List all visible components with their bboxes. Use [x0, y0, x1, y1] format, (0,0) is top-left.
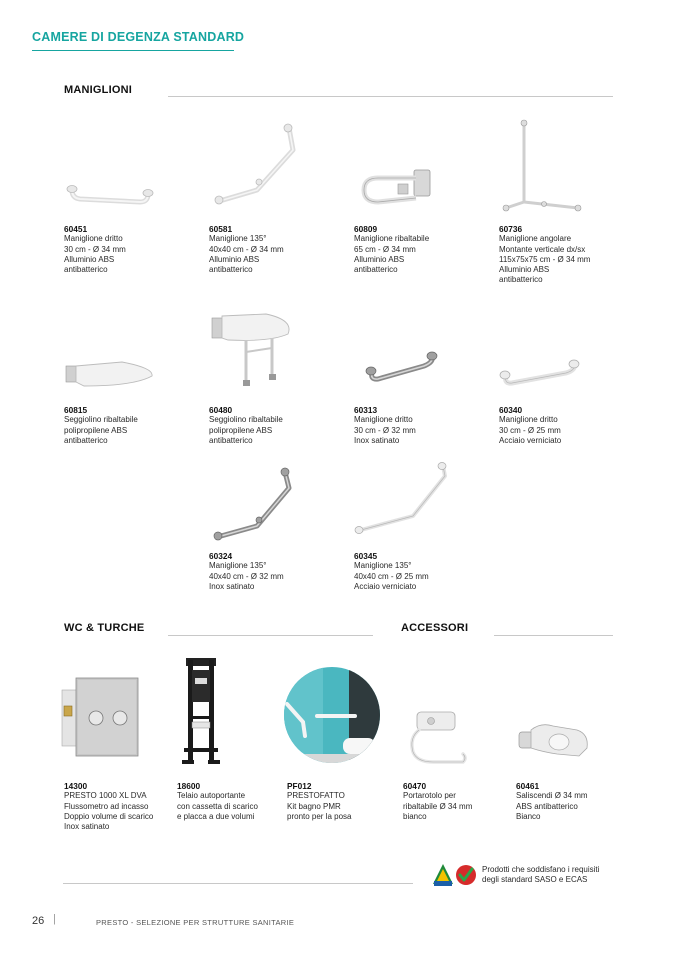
product-code: 60313: [354, 405, 378, 415]
product-desc: ABS antibatterico: [516, 801, 578, 811]
product-desc: Maniglione ribaltabile: [354, 234, 430, 244]
product-desc: antibatterico: [64, 435, 108, 445]
footer-text: PRESTO - SELEZIONE PER STRUTTURE SANITARIE: [96, 918, 295, 927]
product-desc: Alluminio ABS: [209, 254, 260, 264]
legend-line: Prodotti che soddisfano i requisiti: [482, 865, 600, 874]
product-60581: [209, 224, 344, 275]
product-60815: [64, 405, 199, 446]
product-PF012: [287, 781, 422, 822]
certification-legend: [482, 865, 599, 886]
product-desc: Bianco: [516, 811, 541, 821]
section-heading-wc: WC & TURCHE: [64, 622, 145, 634]
saso-logo-icon: [433, 864, 453, 886]
product-desc: Inox satinato: [64, 822, 110, 832]
product-60324: [209, 551, 344, 592]
footer-rule: [63, 883, 413, 884]
product-image-60313: [362, 348, 442, 388]
product-desc: Montante verticale dx/sx: [499, 244, 586, 254]
product-desc: 115x75x75 cm - Ø 34 mm: [499, 254, 591, 264]
product-code: 60340: [499, 405, 523, 415]
product-desc: Flussometro ad incasso: [64, 801, 149, 811]
product-desc: e placca a due volumi: [177, 811, 255, 821]
product-desc: Seggiolino ribaltabile: [209, 415, 283, 425]
product-desc: Alluminio ABS: [499, 265, 550, 275]
section-rule: [494, 635, 613, 636]
product-image-60451: [64, 180, 156, 210]
product-code: 60581: [209, 224, 233, 234]
product-desc: Maniglione angolare: [499, 234, 572, 244]
product-desc: Kit bagno PMR: [287, 801, 341, 811]
product-desc: 40x40 cm - Ø 34 mm: [209, 244, 284, 254]
product-desc: polipropilene ABS: [64, 425, 128, 435]
product-desc: 65 cm - Ø 34 mm: [354, 244, 416, 254]
product-desc: Seggiolino ribaltabile: [64, 415, 138, 425]
product-image-60340: [498, 356, 582, 390]
product-desc: Alluminio ABS: [354, 254, 405, 264]
product-code: 60461: [516, 781, 540, 791]
product-desc: antibatterico: [354, 265, 398, 275]
product-image-60324: [209, 464, 299, 546]
section-heading-maniglioni: MANIGLIONI: [64, 84, 132, 96]
page-title: CAMERE DI DEGENZA STANDARD: [32, 30, 245, 44]
product-image-60815: [64, 354, 156, 390]
product-code: 60736: [499, 224, 523, 234]
section-rule: [168, 635, 373, 636]
product-code: 60809: [354, 224, 378, 234]
product-image-60809: [358, 164, 438, 212]
product-desc: Acciaio verniciato: [354, 581, 417, 591]
product-desc: Maniglione 135°: [354, 561, 412, 571]
product-60480: [209, 405, 344, 446]
product-desc: antibatterico: [64, 265, 108, 275]
product-60461: [516, 781, 651, 822]
page-number: 26: [32, 915, 45, 927]
product-desc: pronto per la posa: [287, 811, 352, 821]
product-code: 60451: [64, 224, 88, 234]
product-desc: 40x40 cm - Ø 25 mm: [354, 571, 429, 581]
product-desc: Inox satinato: [354, 435, 400, 445]
product-desc: Maniglione dritto: [64, 234, 123, 244]
product-desc: antibatterico: [499, 275, 543, 285]
product-60313: [354, 405, 489, 446]
ecas-logo-icon: [456, 865, 476, 885]
product-desc: antibatterico: [209, 265, 253, 275]
legend-line: degli standard SASO e ECAS: [482, 875, 588, 885]
product-desc: con cassetta di scarico: [177, 801, 258, 811]
title-underline: [32, 50, 234, 51]
page-separator: |: [53, 913, 56, 925]
product-60809: [354, 224, 489, 275]
product-desc: Telaio autoportante: [177, 791, 246, 801]
product-desc: Maniglione dritto: [354, 415, 413, 425]
product-code: 60815: [64, 405, 88, 415]
product-image-18600: [180, 656, 222, 766]
product-desc: PRESTOFATTO: [287, 791, 345, 801]
product-desc: 30 cm - Ø 32 mm: [354, 425, 416, 435]
product-image-60345: [353, 460, 451, 538]
product-desc: Maniglione 135°: [209, 234, 267, 244]
product-desc: ribaltabile Ø 34 mm: [403, 801, 473, 811]
section-rule: [168, 96, 613, 97]
product-image-14300: [60, 676, 142, 760]
product-image-PF012: [283, 666, 381, 764]
product-image-60480: [210, 312, 294, 388]
product-image-60470: [405, 708, 469, 768]
product-desc: Portarotolo per: [403, 791, 456, 801]
product-image-60736: [500, 118, 586, 214]
product-code: 14300: [64, 781, 88, 791]
product-desc: Saliscendi Ø 34 mm: [516, 791, 588, 801]
product-desc: polipropilene ABS: [209, 425, 273, 435]
product-desc: PRESTO 1000 XL DVA: [64, 791, 147, 801]
product-desc: 40x40 cm - Ø 32 mm: [209, 571, 284, 581]
product-desc: antibatterico: [209, 435, 253, 445]
product-60345: [354, 551, 489, 592]
product-code: 60470: [403, 781, 427, 791]
product-code: 60480: [209, 405, 233, 415]
product-60736: [499, 224, 634, 286]
product-desc: Doppio volume di scarico: [64, 811, 154, 821]
product-60451: [64, 224, 199, 275]
product-code: 60324: [209, 551, 233, 561]
product-desc: Acciaio verniciato: [499, 435, 562, 445]
product-code: 60345: [354, 551, 378, 561]
product-desc: Alluminio ABS: [64, 254, 115, 264]
product-60340: [499, 405, 634, 446]
product-image-60461: [517, 720, 591, 762]
product-code: 18600: [177, 781, 201, 791]
section-heading-accessori: ACCESSORI: [401, 622, 469, 634]
certification-logos: [432, 862, 478, 888]
product-desc: Maniglione dritto: [499, 415, 558, 425]
product-desc: 30 cm - Ø 34 mm: [64, 244, 126, 254]
product-desc: 30 cm - Ø 25 mm: [499, 425, 561, 435]
product-code: PF012: [287, 781, 312, 791]
product-desc: Inox satinato: [209, 581, 255, 591]
product-image-60581: [207, 120, 302, 212]
product-desc: bianco: [403, 811, 427, 821]
product-desc: Maniglione 135°: [209, 561, 267, 571]
